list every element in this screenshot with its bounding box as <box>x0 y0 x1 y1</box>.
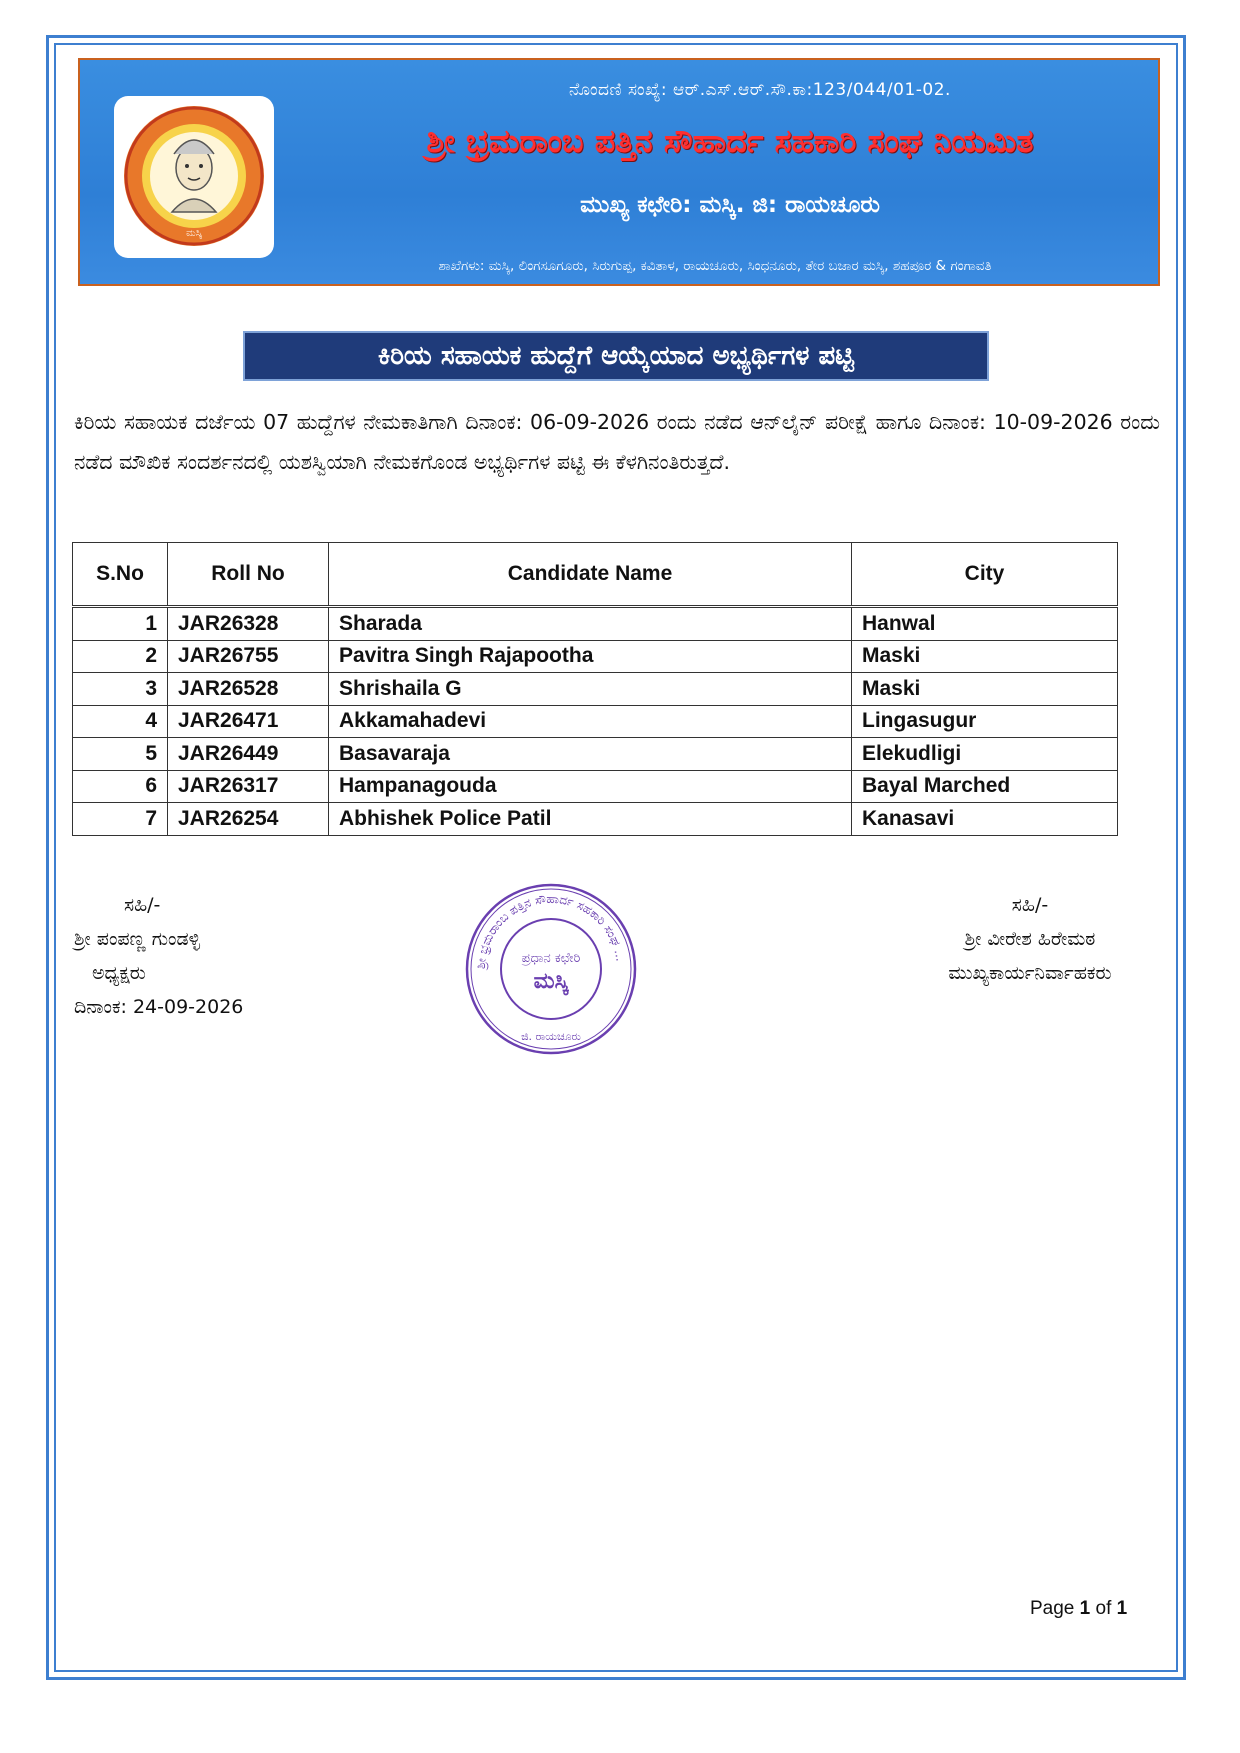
society-logo <box>114 96 274 258</box>
logo-text: ಮಸ್ಕಿ <box>186 228 202 239</box>
cell-roll: JAR26471 <box>168 705 329 738</box>
cell-name: Abhishek Police Patil <box>329 803 852 836</box>
intro-paragraph: ಕಿರಿಯ ಸಹಾಯಕ ದರ್ಜೆಯ 07 ಹುದ್ದೆಗಳ ನೇಮಕಾತಿಗಾಗಿ ದಿನಾಂಕ: 06-09-2026 ರಂದು ನಡೆದ ಆನ್‌ಲೈನ್ ಪರೀಕ್ಷೆ ಹಾಗೂ ದಿನಾಂಕ: 10-09-2026 ರಂದು ನಡೆದ ಮೌಖಿಕ ಸಂದರ್ಶನದಲ್ಲಿ ಯಶಸ್ವಿಯಾಗಿ ನೇಮಕಗೊಂಡ ಅಭ್ಯರ್ಥಿಗಳ ಪಟ್ಟಿ ಈ ಕೆಳಗಿನಂತಿರುತ್ತದೆ. <box>74 410 1160 474</box>
signed-mark: ಸಹಿ/- <box>124 894 161 916</box>
table-header-row <box>73 543 1118 607</box>
cell-name: Pavitra Singh Rajapootha <box>329 640 852 673</box>
page-prefix: Page <box>1030 1598 1080 1619</box>
ceo-signature-block <box>910 888 1150 990</box>
col-header-city: City <box>852 543 1118 607</box>
cell-name: Shrishaila G <box>329 673 852 706</box>
page-title: ಕಿರಿಯ ಸಹಾಯಕ ಹುದ್ದೆಗೆ ಆಯ್ಕೆಯಾದ ಅಭ್ಯರ್ಥಿಗಳ ಪಟ್ಟಿ <box>243 331 989 381</box>
cell-name: Akkamahadevi <box>329 705 852 738</box>
table-row <box>73 770 1118 803</box>
cell-roll: JAR26317 <box>168 770 329 803</box>
table-row <box>73 640 1118 673</box>
table-row <box>73 803 1118 836</box>
table-row <box>73 607 1118 641</box>
signatory-role: ಮುಖ್ಯಕಾರ್ಯನಿರ್ವಾಹಕರು <box>948 962 1112 984</box>
signed-mark: ಸಹಿ/- <box>1011 894 1049 916</box>
cell-sno: 4 <box>73 705 168 738</box>
cell-city: Lingasugur <box>852 705 1118 738</box>
official-seal-stamp <box>462 880 640 1058</box>
cell-roll: JAR26449 <box>168 738 329 771</box>
president-signature-block <box>74 888 243 1024</box>
table-row <box>73 673 1118 706</box>
page-sep: of <box>1090 1598 1117 1619</box>
cell-sno: 5 <box>73 738 168 771</box>
cell-sno: 6 <box>73 770 168 803</box>
selected-candidates-table <box>72 542 1118 836</box>
cell-city: Maski <box>852 640 1118 673</box>
cell-sno: 7 <box>73 803 168 836</box>
seal-center-main: ಮಸ್ಕಿ <box>533 969 569 994</box>
signatory-role: ಅಧ್ಯಕ್ಷರು <box>92 962 146 984</box>
col-header-roll: Roll No <box>168 543 329 607</box>
branches-list: ಶಾಖೆಗಳು: ಮಸ್ಕಿ, ಲಿಂಗಸೂಗೂರು, ಸಿರುಗುಪ್ಪ, ಕವಿತಾಳ, ರಾಯಚೂರು, ಸಿಂಧನೂರು, ತೇರ ಬಜಾರ ಮಸ್ಕಿ, ಶಹಪೂರ & ಗಂಗಾವತಿ <box>438 258 992 274</box>
head-office: ಮುಖ್ಯ ಕಛೇರಿ: ಮಸ್ಕಿ. ಜಿ: ರಾಯಚೂರು <box>580 192 880 218</box>
table-row <box>73 738 1118 771</box>
col-header-sno: S.No <box>73 543 168 607</box>
seal-center-top: ಪ್ರಧಾನ ಕಛೇರಿ <box>521 951 581 966</box>
cell-sno: 2 <box>73 640 168 673</box>
cell-roll: JAR26528 <box>168 673 329 706</box>
page-border-inner <box>54 43 1178 1672</box>
seal-ring-text: ಶ್ರೀ ಭ್ರಮರಾಂಬ ಪತ್ತಿನ ಸೌಹಾರ್ದ ಸಹಕಾರಿ ಸಂಘ ... <box>473 891 628 970</box>
cell-name: Hampanagouda <box>329 770 852 803</box>
cell-city: Maski <box>852 673 1118 706</box>
cell-name: Sharada <box>329 607 852 641</box>
goddess-logo-icon <box>114 96 274 258</box>
cell-city: Bayal Marched <box>852 770 1118 803</box>
cell-name: Basavaraja <box>329 738 852 771</box>
page-current: 1 <box>1079 1598 1091 1619</box>
cell-roll: JAR26254 <box>168 803 329 836</box>
table-row <box>73 705 1118 738</box>
cell-city: Hanwal <box>852 607 1118 641</box>
cell-sno: 1 <box>73 607 168 641</box>
page-number <box>1030 1598 1127 1620</box>
signatory-name: ಶ್ರೀ ವೀರೇಶ ಹಿರೇಮಠ <box>964 928 1096 950</box>
cell-city: Elekudligi <box>852 738 1118 771</box>
organization-name: ಶ್ರೀ ಭ್ರಮರಾಂಬ ಪತ್ತಿನ ಸೌಹಾರ್ದ ಸಹಕಾರಿ ಸಂಘ ನಿಯಮಿತ <box>426 122 1034 160</box>
signature-date: ದಿನಾಂಕ: 24-09-2026 <box>74 996 244 1018</box>
seal-bottom-text: ಜಿ. ರಾಯಚೂರು <box>521 1030 581 1043</box>
col-header-name: Candidate Name <box>329 543 852 607</box>
signatory-name: ಶ್ರೀ ಪಂಪಣ್ಣ ಗುಂಡಳ್ಳಿ <box>74 928 201 950</box>
cell-sno: 3 <box>73 673 168 706</box>
cell-city: Kanasavi <box>852 803 1118 836</box>
registration-number: ನೊಂದಣಿ ಸಂಖ್ಯೆ: ಆರ್.ಎಸ್.ಆರ್.ಸೌ.ಕಾ:123/044/01-02. <box>569 80 951 100</box>
page-total: 1 <box>1116 1598 1128 1619</box>
cell-roll: JAR26328 <box>168 607 329 641</box>
header-banner <box>78 58 1160 286</box>
cell-roll: JAR26755 <box>168 640 329 673</box>
